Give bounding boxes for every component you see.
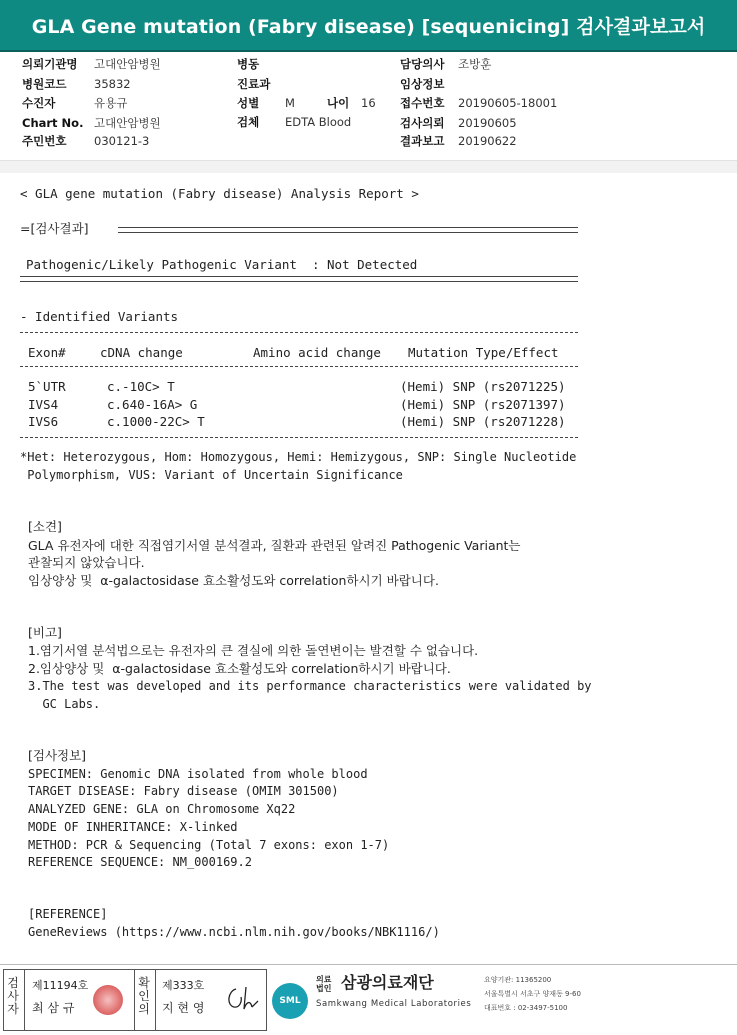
doctor-row <box>400 57 491 71</box>
specimen-value: EDTA Blood <box>285 115 352 129</box>
institution-value: 고대안암병원 <box>94 57 161 71</box>
title-underline <box>0 50 737 52</box>
footnote-line-1: *Het: Heterozygous, Hom: Homozygous, Hemi: Hemizygous, SNP: Single Nucleotide <box>20 450 577 464</box>
patient-label: 수진자 <box>22 96 56 110</box>
remark-line-2: 2.임상양상 및 α-galactosidase 효소활성도와 correlation하시기 바랍니다. <box>28 661 451 676</box>
remark-line-1: 1.염기서열 분석법으로는 유전자의 큰 결실에 의한 돌연변이는 발견할 수 없습니다. <box>28 643 479 658</box>
col-cdna: cDNA change <box>100 345 183 360</box>
report-heading: < GLA gene mutation (Fabry disease) Analysis Report > <box>20 186 419 201</box>
age-label: 나이 <box>327 96 350 110</box>
org-address: 서울특별시 서초구 양재동 9-60 <box>484 990 581 998</box>
result-bottom-rule <box>20 276 578 282</box>
result-section-rule <box>118 227 578 233</box>
confirmer-name: 지 현 영 <box>162 1001 205 1015</box>
opinion-line-2: 관찰되지 않았습니다. <box>28 555 145 570</box>
dept-row <box>237 77 270 91</box>
dept-label: 진료과 <box>237 77 271 91</box>
report-date-row <box>400 134 517 148</box>
remark-line-4: GC Labs. <box>28 697 101 711</box>
table-bottom-rule <box>20 437 578 438</box>
info-line-5: METHOD: PCR & Sequencing (Total 7 exons: exon 1-7) <box>28 838 390 852</box>
patient-value: 유용규 <box>94 96 128 110</box>
tester-vertical-label: 검사자 <box>7 976 19 1016</box>
receipt-row <box>400 96 557 110</box>
info-line-6: REFERENCE SEQUENCE: NM_000169.2 <box>28 855 252 869</box>
variant-exon: 5`UTR <box>28 379 66 394</box>
id-label: 주민번호 <box>22 134 67 148</box>
chart-row <box>22 116 161 130</box>
org-name: 삼광의료재단 <box>341 973 434 992</box>
header-separator <box>0 160 737 173</box>
result-line: Pathogenic/Likely Pathogenic Variant : Not Detected <box>26 257 418 272</box>
clinical-row <box>400 77 444 91</box>
specimen-row <box>237 115 351 129</box>
report-footer <box>0 964 737 1035</box>
report-date-value: 20190622 <box>458 134 517 148</box>
table-top-rule <box>20 332 578 333</box>
variant-exon: IVS4 <box>28 397 59 412</box>
opinion-heading: [소견] <box>28 519 62 534</box>
request-value: 20190605 <box>458 116 517 130</box>
org-logo: SML <box>272 983 308 1019</box>
age-value: 16 <box>361 96 376 110</box>
confirmer-number: 제333호 <box>162 979 205 992</box>
table-header-rule <box>20 366 578 367</box>
reference-line-1: GeneReviews (https://www.ncbi.nlm.nih.gov/books/NBK1116/) <box>28 925 440 939</box>
col-amino: Amino acid change <box>253 345 381 360</box>
hospital-code-label: 병원코드 <box>22 77 67 91</box>
info-line-3: ANALYZED GENE: GLA on Chromosome Xq22 <box>28 802 296 816</box>
tester-name: 최 삼 규 <box>32 1001 75 1015</box>
chart-label: Chart No. <box>22 116 84 130</box>
doctor-value: 조방훈 <box>458 57 492 71</box>
hospital-code-row <box>22 77 131 91</box>
opinion-line-1: GLA 유전자에 대한 직접염기서열 분석결과, 질환과 관련된 알려진 Pathogenic Variant는 <box>28 538 521 553</box>
variant-cdna: c.640-16A> G <box>107 397 198 412</box>
chart-value: 고대안암병원 <box>94 116 161 130</box>
variant-cdna: c.1000-22C> T <box>107 414 205 429</box>
info-line-2: TARGET DISEASE: Fabry disease (OMIM 301500) <box>28 784 339 798</box>
result-section-heading <box>20 221 89 236</box>
info-line-1: SPECIMEN: Genomic DNA isolated from whole blood <box>28 767 368 781</box>
report-date-label: 결과보고 <box>400 134 445 148</box>
confirmer-vertical-label: 확인의 <box>138 976 150 1016</box>
footnote-line-2: Polymorphism, VUS: Variant of Uncertain Significance <box>20 468 403 482</box>
report-title-bar <box>0 0 737 50</box>
tester-number: 제11194호 <box>32 979 89 992</box>
id-row <box>22 134 149 148</box>
reference-heading: [REFERENCE] <box>28 907 108 921</box>
variant-exon: IVS6 <box>28 414 59 429</box>
report-title: GLA Gene mutation (Fabry disease) [sequenicing] 검사결과보고서 <box>31 16 706 38</box>
patient-row <box>22 96 127 110</box>
identified-variants-heading: - Identified Variants <box>20 309 179 324</box>
variant-effect: (Hemi) SNP (rs2071228) <box>400 414 566 429</box>
org-type: 의료법인 <box>316 975 332 993</box>
org-code: 요양기관: 11365200 <box>484 976 552 984</box>
info-heading: [검사정보] <box>28 748 87 763</box>
receipt-label: 접수번호 <box>400 96 445 110</box>
remark-heading: [비고] <box>28 625 62 640</box>
confirmer-signature <box>222 983 260 1013</box>
ward-row <box>237 57 259 71</box>
sex-label: 성별 <box>237 96 260 110</box>
ward-label: 병동 <box>237 57 260 71</box>
request-row <box>400 116 517 130</box>
sex-value: M <box>285 96 295 110</box>
institution-row <box>22 57 161 71</box>
variant-effect: (Hemi) SNP (rs2071225) <box>400 379 566 394</box>
col-effect: Mutation Type/Effect <box>408 345 559 360</box>
specimen-label: 검체 <box>237 115 260 129</box>
variant-cdna: c.-10C> T <box>107 379 175 394</box>
id-value: 030121-3 <box>94 134 150 148</box>
opinion-line-3: 임상양상 및 α-galactosidase 효소활성도와 correlation하시기 바랍니다. <box>28 573 439 588</box>
receipt-value: 20190605-18001 <box>458 96 558 110</box>
clinical-label: 임상정보 <box>400 77 445 91</box>
org-english: Samkwang Medical Laboratories <box>316 999 472 1009</box>
org-phone: 대표번호 : 02-3497-5100 <box>484 1004 568 1012</box>
tester-seal <box>93 985 123 1015</box>
remark-line-3: 3.The test was developed and its performance characteristics were validated by <box>28 679 592 693</box>
variant-effect: (Hemi) SNP (rs2071397) <box>400 397 566 412</box>
sex-age-row <box>237 96 376 110</box>
request-label: 검사의뢰 <box>400 116 445 130</box>
doctor-label: 담당의사 <box>400 57 445 71</box>
result-section-label: =[검사결과] <box>20 221 89 236</box>
col-exon: Exon# <box>28 345 66 360</box>
hospital-code-value: 35832 <box>94 77 131 91</box>
institution-label: 의뢰기관명 <box>22 57 78 71</box>
info-line-4: MODE OF INHERITANCE: X-linked <box>28 820 238 834</box>
